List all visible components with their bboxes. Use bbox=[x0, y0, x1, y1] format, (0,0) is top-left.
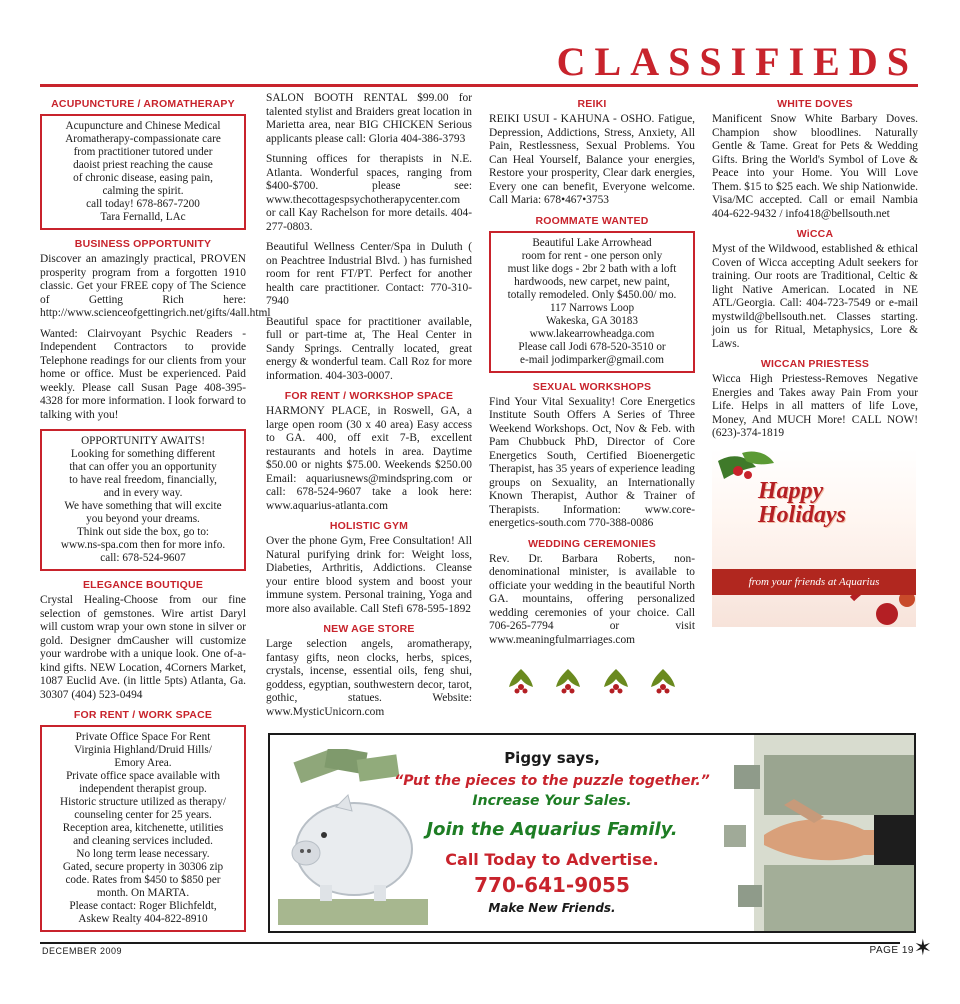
ad-box-office-space: Private Office Space For Rent Virginia Highland/Druid Hills/ Emory Area. Private office space available with independent therapist group. Historic structure utilized as therapy/ counseling center for 25 years. Reception area, kitchenette, utilities and cleaning services included. No long term lease necessary. Gated, secure property in 30306 zip code. Rates from $450 to $850 per month. On MARTA. Please contact: Roger Blichfeldt, Askew Realty 404-822-8910 bbox=[40, 725, 246, 932]
section-heading-holistic-gym: HOLISTIC GYM bbox=[329, 520, 409, 532]
listing-therapist-offices: Stunning offices for therapists in N.E. Atlanta. Wonderful spaces, ranging from $400-$700. please see: www.thecottagespsychotherapycenter.com or call Kay Rachelson for more details. 404-277-0803. bbox=[266, 153, 472, 233]
holly-leaves-icon bbox=[712, 449, 916, 627]
ad-box-acupuncture: Acupuncture and Chinese Medical Aromatherapy-compassionate care from practitioner tutored under daoist priest reaching the cause of chronic disease, easing pain, calming the spirit. call today! 678-867-7200 Tara Fernalld, LAc bbox=[40, 114, 246, 230]
holly-ornament-icon bbox=[505, 665, 537, 697]
section-heading-elegance: ELEGANCE BOUTIQUE bbox=[82, 579, 204, 591]
section-heading-acupuncture: ACUPUNCTURE / AROMATHERAPY bbox=[51, 98, 235, 110]
holiday-subtitle: from your friends at Aquarius bbox=[748, 575, 880, 588]
holly-ornament-icon bbox=[647, 665, 679, 697]
listing-mystic-unicorn: Large selection angels, aromatherapy, fantasy gifts, neon clocks, herbs, spices, crystals, incense, essential oils, feng shui, goddess, egyptian, southwestern decor, tarot, gothic, statues. Website: www.MysticUnicorn.com bbox=[266, 638, 472, 718]
column-4 bbox=[712, 92, 918, 627]
holly-ornament-row bbox=[497, 665, 687, 697]
ad-line-sales: Increase Your Sales. bbox=[472, 793, 632, 809]
listing-high-priestess: Wicca High Priestess-Removes Negative Energies and Takes away Pain From your Life. Helps in all matters of life Love, Money, And MUCH More! CALL NOW! (623)-374-1819 bbox=[712, 373, 918, 439]
ad-line-join: Join the Aquarius Family. bbox=[426, 819, 678, 840]
holiday-strip bbox=[712, 569, 916, 595]
section-heading-sexual-workshops: SEXUAL WORKSHOPS bbox=[532, 380, 652, 393]
section-heading-wiccan-priestess: WICCAN PRIESTESS bbox=[760, 358, 870, 370]
page-number: PAGE 19 bbox=[869, 945, 914, 956]
section-heading-reiki: REIKI bbox=[577, 98, 607, 110]
aquarius-advertisement bbox=[268, 733, 916, 933]
section-heading-new-age-store: NEW AGE STORE bbox=[323, 623, 415, 635]
ad-copy bbox=[382, 741, 722, 915]
listing-reiki: REIKI USUI - KAHUNA - OSHO. Fatigue, Depression, Addictions, Stress, Anxiety, All Pain, Restlessness, Sexual Problems. You Can Heal Yourself, Balance your energies, Restore your prosperity, Clear dark energies, Every one can benefit, Everyone welcome. Call Maria: 678•467•3753 bbox=[489, 113, 695, 206]
listing-wedding-minister: Rev. Dr. Barbara Roberts, non-denominational minister, is available to officiate your wedding in the beautiful North GA. mountains, offering personalized wedding ceremonies of your choice. Call 706-265-7794 or visit www.meaningfulmarriages.com bbox=[489, 552, 695, 646]
masthead bbox=[0, 0, 960, 95]
listing-psychic-readers: Wanted: Clairvoyant Psychic Readers - Independent Contractors to provide Telephone readings for our clients from your home or office. Must be experienced. Paid weekly. Please call Susan Page 408-395-4328 for more information. I look forward to talking with you! bbox=[40, 327, 246, 421]
listing-wellness-center: Beautiful Wellness Center/Spa in Duluth ( on Peachtree Industrial Blvd. ) has furnished room for rent FT/PT. Perfect for another health care practitioner. Contact: 770-310-7940 bbox=[266, 241, 472, 307]
section-heading-wicca: WiCCA bbox=[796, 228, 834, 240]
column-2 bbox=[266, 92, 472, 726]
ad-line-friends: Make New Friends. bbox=[488, 901, 616, 915]
section-heading-white-doves: WHITE DOVES bbox=[777, 98, 853, 110]
listing-wicca-coven: Myst of the Wildwood, established & ethical Coven of Wicca accepting Adult seekers for training. Our roots are Traditional, Celtic & light Native American. Located in NE ATL/Georgia. Call: 404-723-7549 or e-mail mystwild@bellsouth.net. Classes starting. join us for Ritual, Metaphysics, Lore & Laws. bbox=[712, 243, 918, 350]
holly-ornament-icon bbox=[552, 665, 584, 697]
section-heading-business: BUSINESS OPPORTUNITY bbox=[74, 238, 212, 250]
holiday-title: Happy Holidays bbox=[758, 477, 846, 528]
ad-line-call: Call Today to Advertise. bbox=[445, 850, 659, 869]
listing-barbary-doves: Manificent Snow White Barbary Doves. Champion show bloodlines. Naturally Gentle & Tame. Great for Pets & Wedding Gifts. Bring the World's Symbol of Love & Peace into your Home. You Will Love Them. $15 to $25 each. We ship Nationwide. Visa/MC accepted. Call or email Nambia 404-622-9432 / info418@bellsouth.net bbox=[712, 113, 918, 220]
ad-line-puzzle: “Put the pieces to the puzzle together.” bbox=[394, 773, 710, 789]
handshake-puzzle-icon bbox=[724, 735, 914, 931]
page-title: CLASSIFIEDS bbox=[556, 39, 918, 84]
section-heading-workshop-space: FOR RENT / WORKSHOP SPACE bbox=[284, 390, 454, 402]
listing-phone-gym: Over the phone Gym, Free Consultation! All Natural purifying drink for: Weight loss, Diabeties, Arthritis, Addictions. Cleanse your entire blood system and boost your immune system. Personal training, Yoga and more also available. Call Stefi 678-595-1892 bbox=[266, 535, 472, 615]
ad-box-roommate: Beautiful Lake Arrowhead room for rent - one person only must like dogs - 2br 2 bath with a loft hardwoods, new carpet, new paint, totally remodeled. Only $450.00/ mo. 117 Narrows Loop Wakeska, GA 30183 www.lakearrowheadga.com Please call Jodi 678-520-3510 or e-mail jodimparker@gmail.com bbox=[489, 231, 695, 373]
ad-line-piggy: Piggy says, bbox=[504, 749, 600, 767]
ad-box-opportunity: OPPORTUNITY AWAITS! Looking for something different that can offer you an opportunity to have real freedom, financially, and in every way. We have something that will excite you beyond your dreams. Think out side the box, go to: www.ns-spa.com then for more info. call: 678-524-9607 bbox=[40, 429, 246, 571]
section-heading-work-space: FOR RENT / WORK SPACE bbox=[73, 709, 213, 721]
footer-rule bbox=[40, 942, 900, 944]
happy-holidays-graphic bbox=[712, 449, 916, 627]
listing-harmony-place: HARMONY PLACE, in Roswell, GA, a large open room (30 x 40 area) Easy access to GA. 400, off exit 7-B, excellent restaurants and hotels in area. Daytime $50.00 or nights $75.00. Weekends $250.00 Email: aquariusnews@mindspring.com or call: 678-524-9607 take a look here: www.aquarius-atlanta.com bbox=[266, 405, 472, 512]
column-3 bbox=[489, 92, 695, 697]
masthead-rule bbox=[40, 84, 918, 87]
issue-date: DECEMBER 2009 bbox=[42, 946, 123, 956]
listing-heal-center: Beautiful space for practitioner available, full or part-time at, The Heal Center in Sandy Springs. Centrally located, great energy & wonderful team. Call Roz for more information. 404-303-0007. bbox=[266, 315, 472, 382]
section-heading-wedding: WEDDING CEREMONIES bbox=[528, 537, 656, 550]
column-1 bbox=[40, 92, 271, 940]
listing-elegance-boutique: Crystal Healing-Choose from our fine selection of gemstones. Wire artist Daryl will custom wrap your own stone in silver or gold. Designer dmCausher will customize your wardrobe with a unique look. One of-a-kind gifts. NEW Location, 4Corners Market, 1087 Euclid Ave. (in little 5pts) Atlanta, Ga. 30307 (404) 523-0494 bbox=[40, 594, 246, 701]
holly-ornament-icon bbox=[600, 665, 632, 697]
ad-phone-number: 770-641-9055 bbox=[474, 873, 630, 897]
star-icon: ✶ bbox=[913, 935, 932, 960]
listing-prosperity: Discover an amazingly practical, PROVEN prosperity program from a forgotten 1910 classic. Get your FREE copy of The Science of Getting Rich here: http://www.scienceofgettingrich.net/gifts/4all.html bbox=[40, 253, 271, 319]
listing-salon-booth: SALON BOOTH RENTAL $99.00 for talented stylist and Braiders great location in Marietta area, near BIG CHICKEN Serious applicants please call: Gloria 404-386-3793 bbox=[266, 92, 472, 145]
section-heading-roommate: ROOMMATE WANTED bbox=[535, 214, 649, 227]
listing-core-energetics: Find Your Vital Sexuality! Core Energetics Institute South Offers A Series of Three Weekend Workshops. Oct, Nov & Feb. with Pam Chubbuck PhD, Director of Core Energetics South, Certified Bioenergetic Therapist, has 35 years of experience leading groups on Sexuality, an Internationally Known Therapist, Author & Trainer of Therapists. Information: www.core-energetics-south.com 770-388-0086 bbox=[489, 395, 695, 529]
